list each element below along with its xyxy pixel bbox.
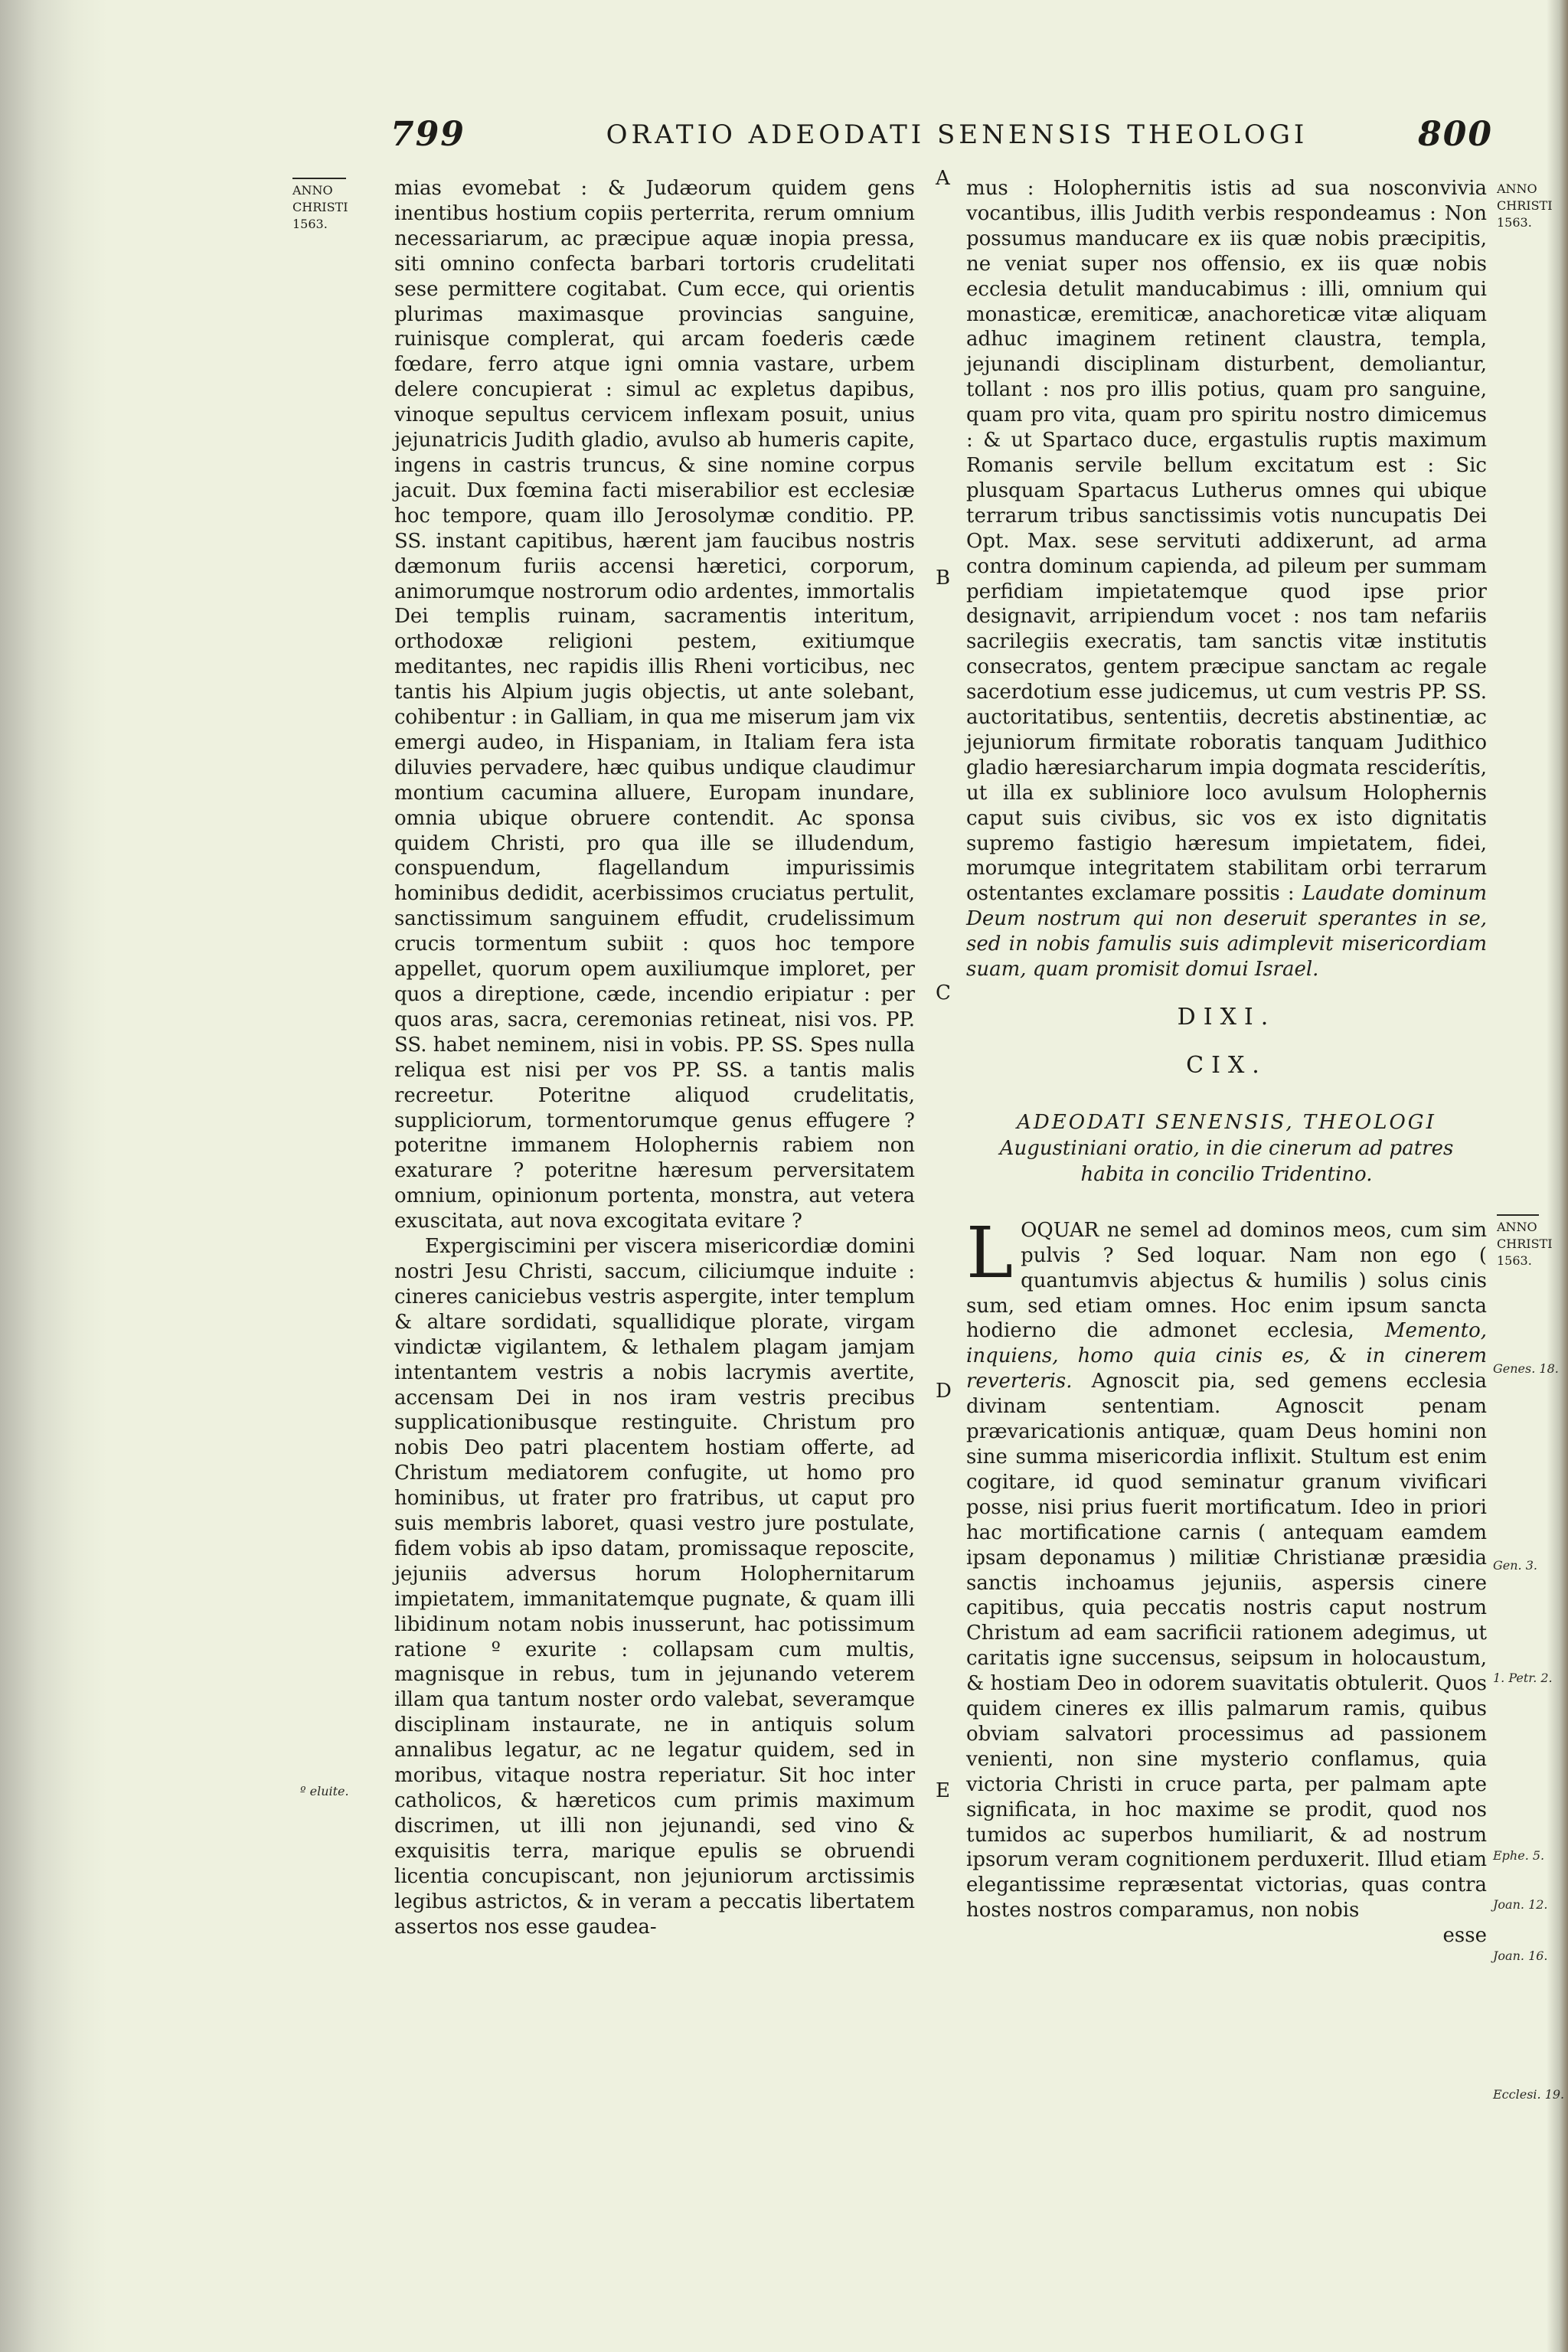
drop-cap: L bbox=[966, 1211, 1014, 1294]
right-column bbox=[966, 176, 1487, 1949]
margin-year-label: ANNO CHRISTI 1563. bbox=[292, 183, 348, 231]
section-letter-b: B bbox=[936, 567, 951, 590]
right-paragraph-3-text: Agnoscit pia, sed gemens ecclesia divinam sententiam. Agnoscit penam prævaricationis antiquæ, quam Deus homini non sine summa misericordia inflixit. Stultum est enim cogitare, id quod seminatur granum vivificari posse, nisi prius fuerit mortificatum. Ideo in priori hac mortificatione carnis ( antequam eamdem ipsam deponamus ) militiæ Christianæ præsidia sanctis inchoamus jejuniis, aspersis cinere capitibus, quia peccatis nostris caput nostrum Christum ad eam sacrificii rationem adegimus, ut caritatis igne succensus, seipsum in holocaustum, & hostiam Deo in odorem suavitatis obtulerit. Quos quidem cineres ex illis palmarum ramis, quibus obviam salvatori processimus ad passionem venienti, non sine mysterio conflamus, quia victoria Christi in cruce parta, per palmam apte significata, in hoc maxime se prodit, quod nos tumidos ac superbos humiliarit, & ad nostrum ipsorum veram cognitionem perduxerit. Illud etiam elegantissime repræsentat victorias, quas contra hostes nostros comparamus, non nobis bbox=[966, 1370, 1487, 1922]
left-column bbox=[394, 176, 915, 1939]
margin-year-right-top bbox=[1497, 181, 1553, 231]
section-number: CIX. bbox=[1186, 1051, 1267, 1079]
margin-ref-1: Gen. 3. bbox=[1493, 1558, 1537, 1573]
margin-year-left bbox=[292, 178, 369, 233]
margin-ref-4: Joan. 12. bbox=[1493, 1897, 1548, 1912]
oration-title bbox=[966, 1109, 1487, 1187]
left-paragraph-2: Expergiscimini per viscera misericordiæ domini nostri Jesu Christi, saccum, ciliciumque induite : cineres caniciebus vestris aspergite, inter templum & altare sordidati, squallidique plorate, virgam vindictæ vigilantem, & lethalem plagam jamjam intentantem vestris a nobis lacrymis avertite, accensam Dei in nos iram vestris precibus supplicationibusque restinguite. Christum pro nobis Deo patri placentem hostiam offerte, ad Christum mediatorem confugite, ut homo pro hominibus, ut frater pro fratribus, ut caput pro suis membris laboret, quasi vestro jure postulate, fidem vobis ab ipso datam, promissaque reposcite, jejuniis adversus horum Holophernitarum impietatem, immanitatemque pugnate, & quam illi libidinum notam nobis inusserunt, hac potissimum ratione º exurite : collapsam cum multis, magnisque in rebus, tum in jejunando veterem illam qua tantum noster ordo valebat, severamque disciplinam instaurate, ne in antiquis solum annalibus legatur, ac ne legatur quidem, sed in moribus, vitaque nostra reperiatur. Sit hoc inter catholicos, & hæreticos cum primis maximum discrimen, ut illi non jejunandi, sed vino & exquisitis terra, marique epulis se obruendi licentia concupiscant, non jejuniorum arctissimis legibus astrictos, & in veram a peccatis libertatem assertos nos esse gaudea- bbox=[394, 1235, 915, 1939]
dixi-heading: DIXI. bbox=[1177, 1004, 1276, 1031]
section-letter-e: E bbox=[936, 1779, 950, 1802]
quote-memento: Memento, inquiens, homo quia cinis es, & in cinerem reverteris. bbox=[966, 1319, 1487, 1393]
oration-title-line-2: Augustiniani oratio, in die cinerum ad patres habita in concilio Tridentino. bbox=[999, 1136, 1454, 1186]
left-page-number: 799 bbox=[390, 115, 466, 154]
margin-ref-3: Ephe. 5. bbox=[1493, 1848, 1545, 1863]
margin-year-right-mid bbox=[1497, 1214, 1553, 1269]
section-letter-d: D bbox=[936, 1380, 952, 1403]
page-title: ORATIO ADEODATI SENENSIS THEOLOGI bbox=[606, 119, 1308, 150]
catchword: esse bbox=[1442, 1924, 1487, 1948]
margin-ref-6: Ecclesi. 19. bbox=[1493, 2087, 1565, 2102]
right-paragraph-2-text: OQUAR ne semel ad dominos meos, cum sim pulvis ? Sed loquar. Nam non ego ( quantumvis abjectus & humilis ) solus cinis sum, sed etiam omnes. Hoc enim ipsum sancta hodierno die admonet ecclesia, bbox=[966, 1218, 1487, 1343]
margin-rule-right bbox=[1497, 1214, 1539, 1216]
section-letter-c: C bbox=[936, 982, 951, 1004]
margin-year-label-right: ANNO CHRISTI 1563. bbox=[1497, 181, 1553, 230]
section-letter-a: A bbox=[936, 167, 950, 190]
margin-note-eluite: º eluite. bbox=[300, 1784, 349, 1798]
margin-ref-2: 1. Petr. 2. bbox=[1493, 1671, 1553, 1685]
page-edge-left bbox=[0, 0, 107, 2352]
right-paragraph-1 bbox=[966, 176, 1487, 982]
right-page-number: 800 bbox=[1418, 115, 1493, 154]
running-head bbox=[390, 115, 1493, 161]
right-paragraph-1-text: mus : Holophernitis istis ad sua nosconvivia vocantibus, illis Judith verbis respondeamus : Non possumus manducare ex iis quæ nobis præcipitis, ne veniat super nos offensio, ex iis quæ nobis ecclesia detulit manducabimus : illi, omnium qui monasticæ, eremiticæ, anachoreticæ vitæ aliquam adhuc imaginem retinent claustra, templa, jejunandi disciplinam disturbent, demoliantur, tollant : nos pro illis potius, quam pro sanguine, quam pro vita, quam pro spiritu nostro dimicemus : & ut Spartaco duce, ergastulis ruptis maximum Romanis servile bellum excitatum est : Sic plusquam Spartacus Lutherus omnes qui ubique terrarum tribus sanctissimis votis nuncupatis Dei Opt. Max. sese servituti addixerunt, ad arma contra dominum capienda, ad pileum per summam perfidiam impietatemque quod ipse prior designavit, arripiendum vocet : nos tam nefariis sacrilegiis execratis, tam sanctis vitæ institutis consecratos, gentem præcipue sanctam ac regale sacerdotium esse judicemus, ut cum vestris PP. SS. auctoritatibus, sententiis, decretis abstinentiæ, ac jejuniorum firmitate roboratis tanquam Judithico gladio hæresiarcharum impia dogmata resciderítis, ut illa ex subliniore loco avulsum Holophernis caput suis civibus, sic vos ex isto dignitatis supremo fastigio hæresum impietatem, fidei, morumque integritatem stabilitam orbi terrarum ostentantes exclamare possitis : bbox=[966, 177, 1487, 906]
margin-rule bbox=[292, 178, 346, 179]
page-edge-right bbox=[1547, 0, 1568, 2352]
margin-year-label-right-mid: ANNO CHRISTI 1563. bbox=[1497, 1220, 1553, 1268]
margin-ref-5: Joan. 16. bbox=[1493, 1949, 1548, 1963]
margin-ref-0: Genes. 18. bbox=[1493, 1361, 1559, 1376]
oration-title-line-1: ADEODATI SENENSIS, THEOLOGI bbox=[1017, 1110, 1436, 1134]
left-paragraph-1: mias evomebat : & Judæorum quidem gens inentibus hostium copiis perterrita, rerum omnium necessariarum, ac præcipue aquæ inopia pressa, siti omnino confecta barbari tortoris crudelitati sese permittere cogitabat. Cum ecce, qui orientis plurimas maximasque provincias sanguine, ruinisque complerat, qui arcam foederis cæde fœdare, ferro atque igni omnia vastare, urbem delere concupierat : simul ac expletus dapibus, vinoque sepultus cervicem inflexam posuit, unius jejunatricis Judith gladio, avulso ab humeris capite, ingens in castris truncus, & sine nomine corpus jacuit. Dux fœmina facti miserabilior est ecclesiæ hoc tempore, quam illo Jerosolymæ conditio. PP. SS. instant capitibus, hærent jam faucibus nostris dæmonum furiis accensi hæretici, corporum, animorumque nostrorum odio ardentes, immortalis Dei templis ruinam, sacramentis interitum, orthodoxæ religioni pestem, exitiumque meditantes, nec rapidis illis Rheni vorticibus, nec tantis his Alpium jugis objectis, ut ante solebant, cohibentur : in Galliam, in qua me miserum jam vix emergi audeo, in Hispaniam, in Italiam fera ista diluvies pervadere, hæc quibus undique claudimur montium cacumina alluere, Europam inundare, omnia ubique obruere contendit. Ac sponsa quidem Christi, pro qua ille se illudendum, conspuendum, flagellandum impurissimis hominibus dedidit, acerbissimos cruciatus pertulit, sanctissimum sanguinem effudit, crudelissimum crucis tormentum subiit : quos hoc tempore appellet, quorum opem auxiliumque imploret, per quos a direptione, cæde, incendio eripiatur : per quos aras, sacra, ceremonias retineat, nisi vos. PP. SS. habet neminem, nisi in vobis. PP. SS. Spes nulla reliqua est nisi per vos PP. SS. a tantis malis recreetur. Poteritne aliquod crudelitatis, suppliciorum, tormentorumque genus effugere ? poteritne immanem Holophernis rabiem non exaturare ? poteritne hæresum perversitatem omnium, opinionum portenta, monstra, aut vetera exuscitata, aut nova excogitata evitare ? bbox=[394, 177, 915, 1233]
right-paragraph-2 bbox=[966, 1211, 1487, 1923]
quote-laudate: Laudate dominum Deum nostrum qui non deseruit sperantes in se, sed in nobis famulis suis adimplevit misericordiam suam, quam promisit domui Israel. bbox=[966, 882, 1487, 982]
